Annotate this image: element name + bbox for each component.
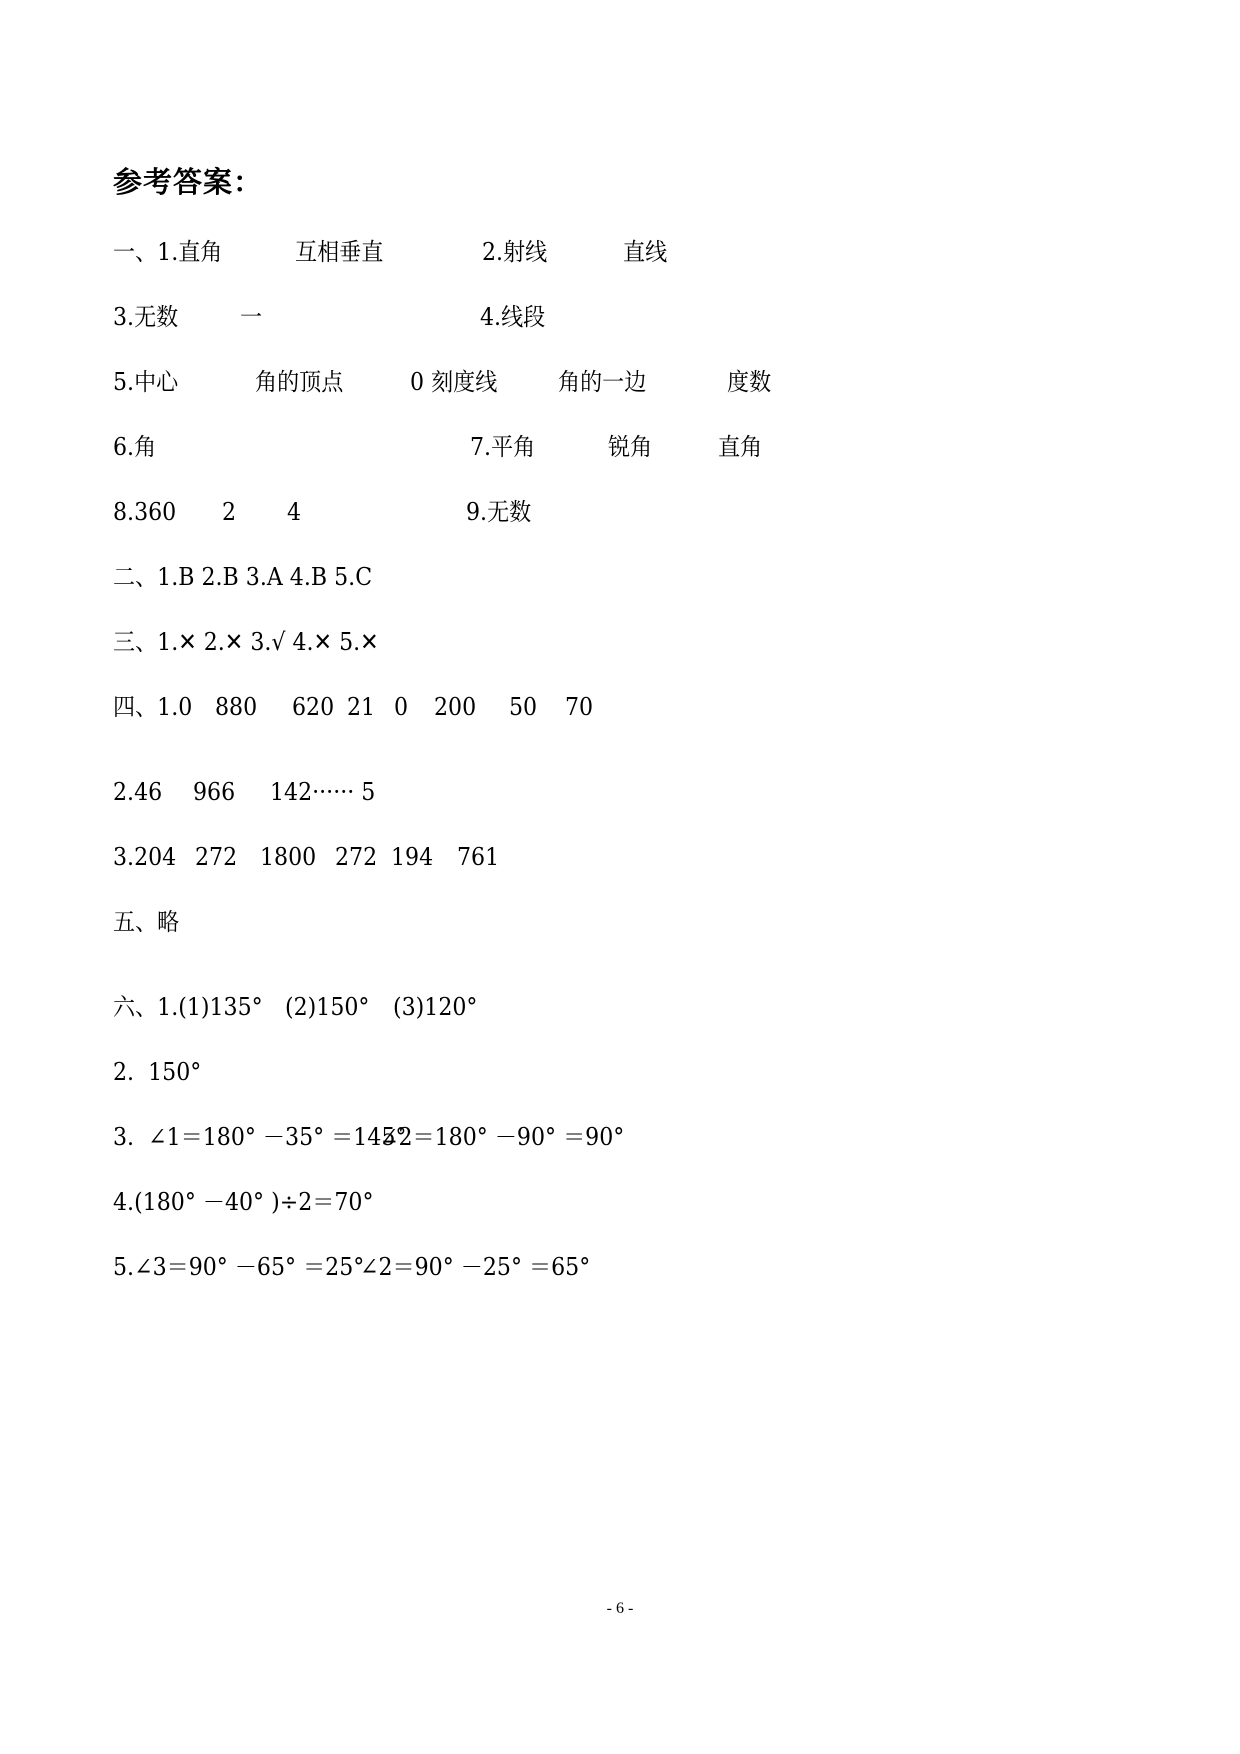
answer-line (0, 1250, 1240, 1284)
answer-segment: 四、1.0 (113, 693, 193, 721)
answer-line (0, 560, 1240, 594)
answer-segment: 锐角 (608, 433, 653, 461)
answer-segment: 5.中心 (113, 368, 179, 396)
answer-segment: 角的顶点 (255, 368, 344, 396)
answer-segment: 5.∠3＝90° －65° ＝25° (113, 1253, 365, 1281)
answer-segment: 880 (215, 693, 258, 721)
answer-segment: 三、1.✕ 2.✕ 3.√ 4.✕ 5.✕ (113, 628, 379, 656)
answer-segment: 966 (193, 778, 236, 806)
answer-segment: 直线 (623, 238, 668, 266)
answer-segment: 0 刻度线 (410, 368, 498, 396)
answer-segment: 角的一边 (558, 368, 647, 396)
answer-segment: 3. ∠1＝180° －35° ＝145° (113, 1123, 407, 1151)
answer-segment: 21 (347, 693, 376, 721)
answer-segment: 4 (287, 498, 302, 526)
answer-segment: 直角 (718, 433, 763, 461)
answer-segment: 2.46 (113, 778, 163, 806)
answer-segment: 度数 (727, 368, 772, 396)
answer-segment: 8.360 (113, 498, 177, 526)
page-title: 参考答案： (113, 165, 264, 199)
answer-segment: 一、1.直角 (113, 238, 223, 266)
answer-segment: 3.204 (113, 843, 177, 871)
answer-segment: 六、1.(1)135° (113, 993, 263, 1021)
answer-line (0, 840, 1240, 874)
answer-segment: 194 (391, 843, 434, 871)
answer-segment: 200 (434, 693, 477, 721)
answer-segment: 6.角 (113, 433, 157, 461)
answer-segment: 五、略 (113, 908, 180, 936)
answer-segment: ∠2＝90° －25° ＝65° (360, 1253, 591, 1281)
answer-line (0, 1055, 1240, 1089)
answer-segment: 互相垂直 (295, 238, 384, 266)
answer-segment: 3.无数 (113, 303, 179, 331)
answer-segment: 一 (240, 303, 263, 331)
answer-segment: 2 (222, 498, 237, 526)
answer-line (0, 625, 1240, 659)
answer-line (0, 300, 1240, 334)
answer-segment: 9.无数 (466, 498, 532, 526)
answer-segment: 620 (292, 693, 335, 721)
answer-segment: 272 (335, 843, 378, 871)
answer-segment: 7.平角 (470, 433, 536, 461)
answer-line (0, 235, 1240, 269)
answer-segment: (2)150° (285, 993, 370, 1021)
answer-segment: 4.(180° －40° )÷2＝70° (113, 1188, 374, 1216)
answer-line (0, 905, 1240, 939)
answer-segment: 1800 (260, 843, 317, 871)
answer-segment: 50 (509, 693, 538, 721)
answer-line (0, 990, 1240, 1024)
answer-segment: 761 (457, 843, 500, 871)
answer-line (0, 1120, 1240, 1154)
answer-line (0, 690, 1240, 724)
answer-line (0, 775, 1240, 809)
answer-segment: 4.线段 (480, 303, 546, 331)
answer-line (0, 495, 1240, 529)
answer-segment: 2.射线 (482, 238, 548, 266)
answer-segment: 0 (394, 693, 409, 721)
answer-segment: 142······ 5 (270, 778, 376, 806)
answer-line (0, 430, 1240, 464)
answer-segment: (3)120° (393, 993, 478, 1021)
answer-segment: 272 (195, 843, 238, 871)
answer-segment: ∠2＝180° －90° ＝90° (380, 1123, 625, 1151)
answer-segment: 70 (565, 693, 594, 721)
answer-segment: 2. 150° (113, 1058, 202, 1086)
answer-line (0, 1185, 1240, 1219)
answer-line (0, 365, 1240, 399)
answer-segment: 二、1.B 2.B 3.A 4.B 5.C (113, 563, 373, 591)
page-number: - 6 - (606, 1600, 634, 1617)
